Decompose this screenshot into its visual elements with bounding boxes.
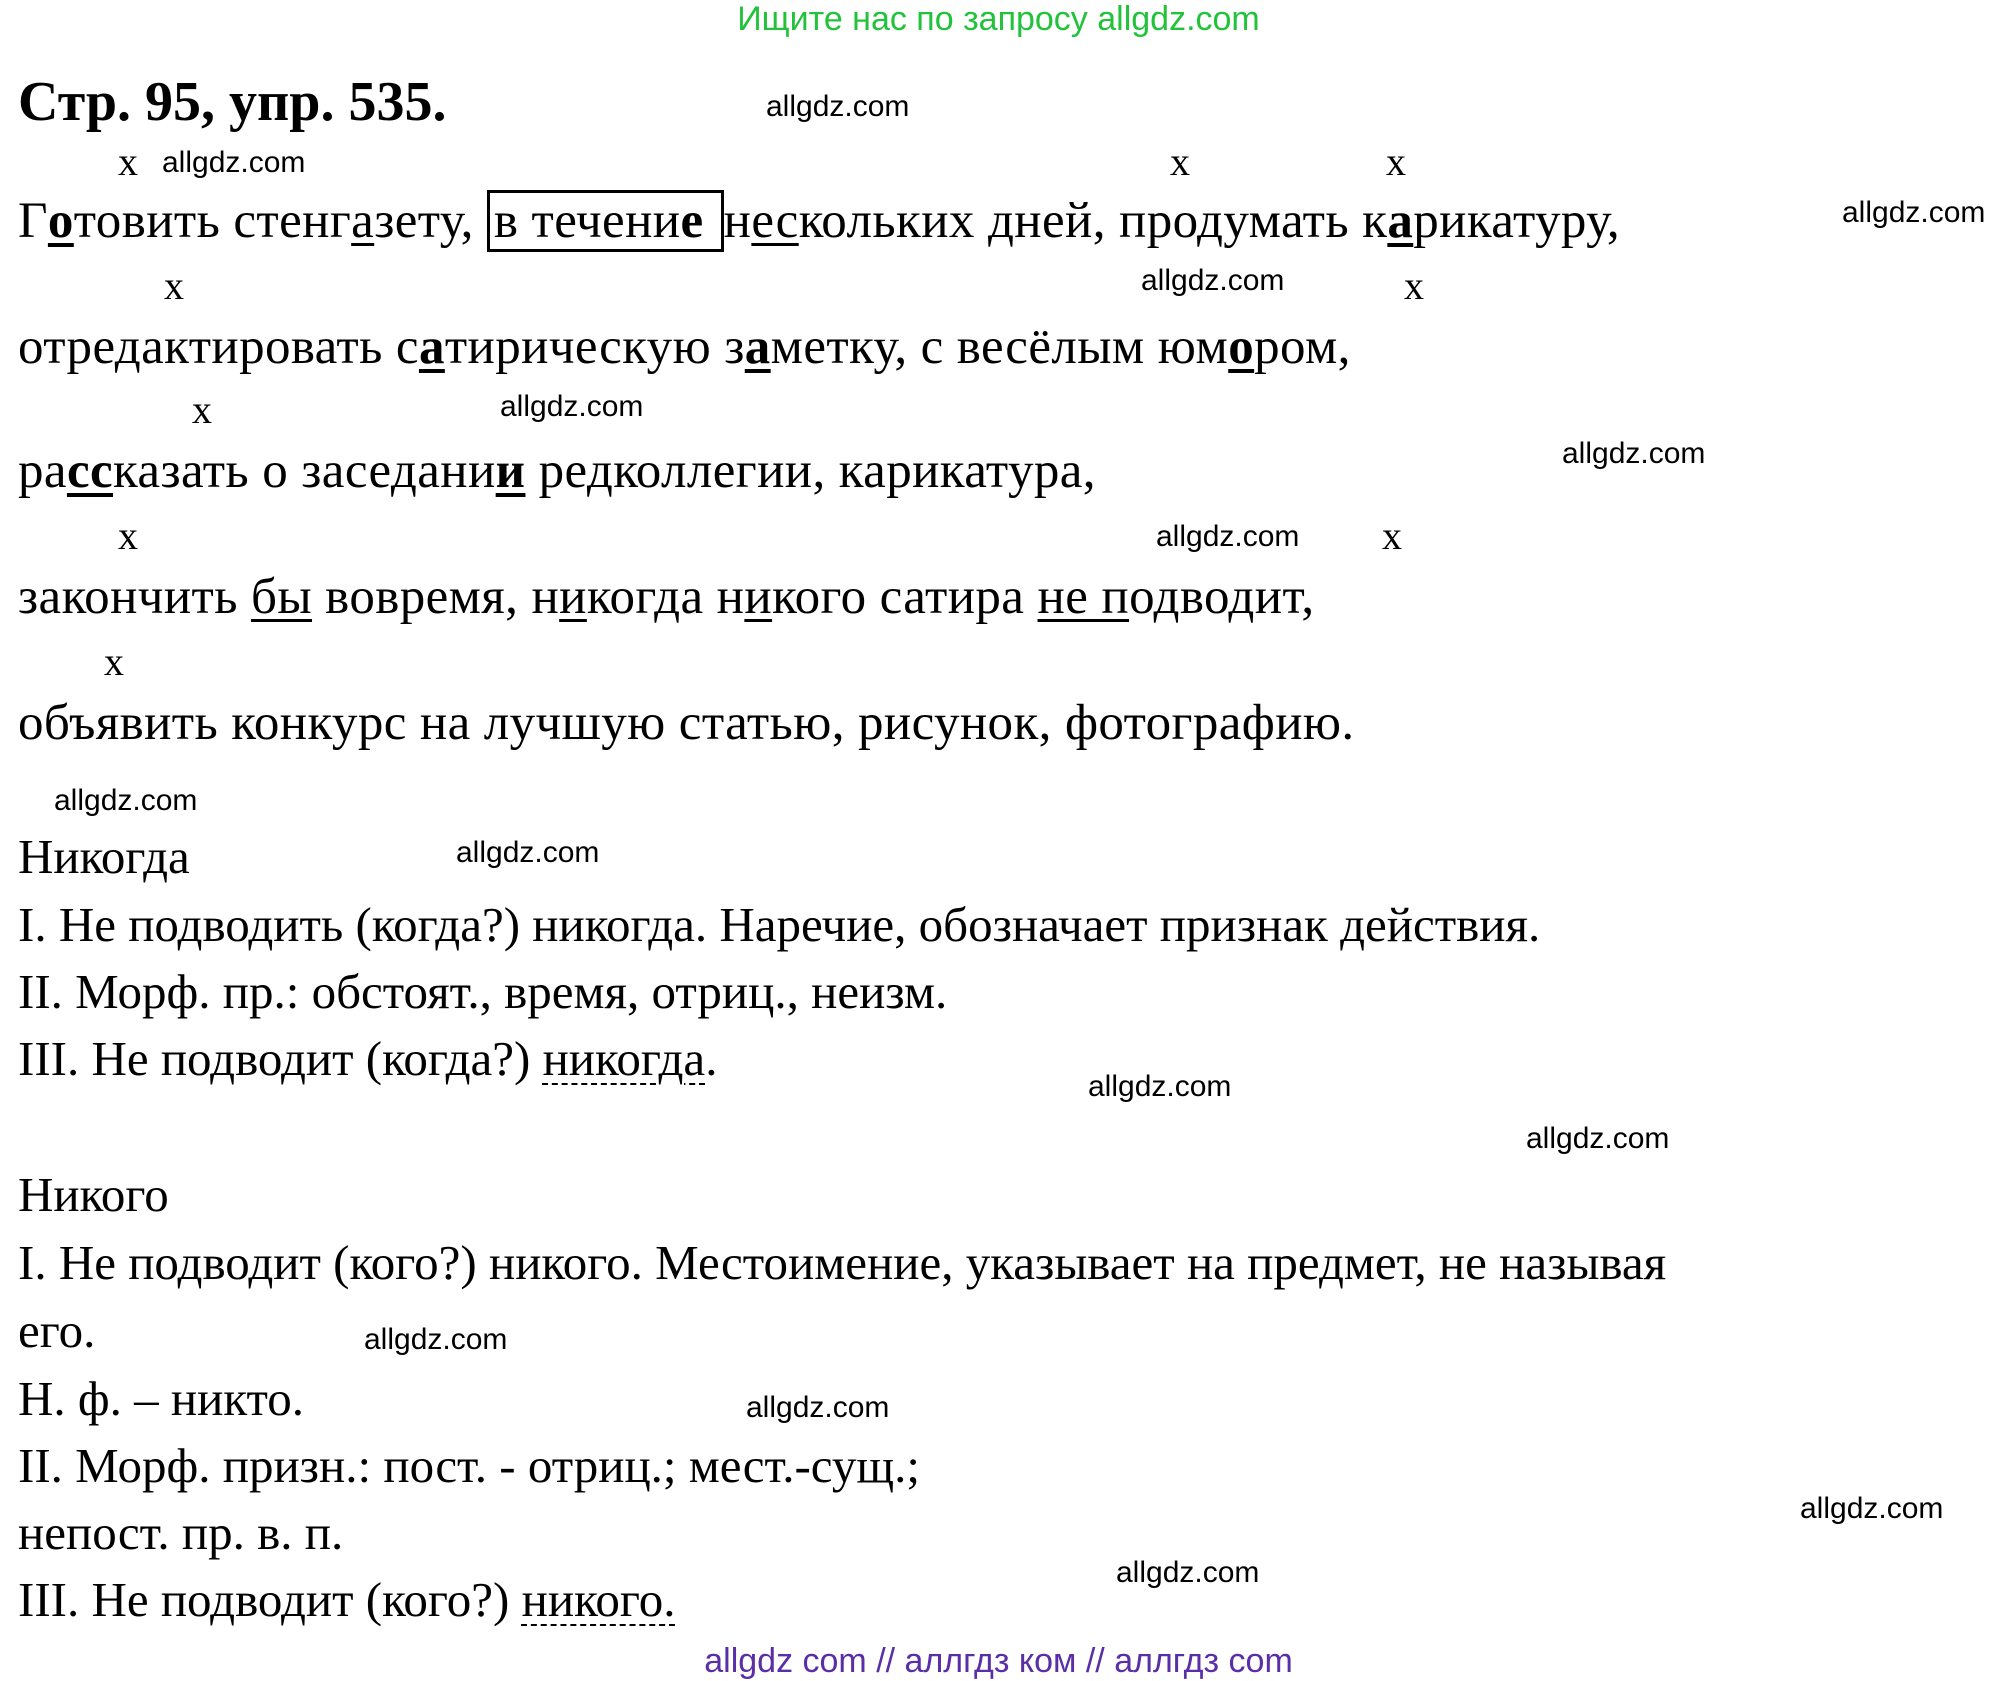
section-paragraph: [18, 1571, 676, 1628]
text: .: [705, 1031, 718, 1086]
marked-letter: а: [418, 319, 445, 375]
exercise-line-2: [18, 318, 1351, 376]
marked-letter: а: [351, 193, 375, 249]
watermark: allgdz.com: [1800, 1492, 1944, 1525]
watermark: allgdz.com: [1141, 264, 1285, 297]
exercise-line-3: [18, 442, 1096, 500]
text: III. Не подводит (когда?): [18, 1031, 543, 1086]
section-paragraph: I. Не подводить (когда?) никогда. Наречие, обозначает признак действия.: [18, 897, 1541, 952]
section-paragraph: Н. ф. – никто.: [18, 1371, 305, 1426]
watermark: allgdz.com: [1156, 520, 1300, 553]
watermark: allgdz.com: [54, 784, 198, 817]
section-paragraph: непост. пр. в. п.: [18, 1505, 344, 1560]
text: рикатуру,: [1413, 193, 1621, 249]
underlined-word: никогда: [542, 1031, 706, 1086]
cross-mark: x: [118, 139, 138, 184]
watermark: allgdz.com: [364, 1323, 508, 1356]
watermark: allgdz.com: [1562, 437, 1706, 470]
marked-particle: не п: [1037, 569, 1130, 625]
watermark: allgdz.com: [1526, 1122, 1670, 1155]
marked-particle: бы: [251, 569, 313, 625]
section-paragraph: [18, 1030, 717, 1087]
marked-letter: о: [47, 193, 74, 249]
section-heading: Никого: [18, 1167, 169, 1222]
watermark: allgdz.com: [1088, 1070, 1232, 1103]
watermark: allgdz.com: [162, 146, 306, 179]
section-paragraph: II. Морф. пр.: обстоят., время, отриц., неизм.: [18, 964, 948, 1019]
underlined-word: никого.: [521, 1572, 676, 1627]
text: тирическую з: [444, 319, 745, 375]
cross-mark: x: [1386, 139, 1406, 184]
section-paragraph: I. Не подводит (кого?) никого. Местоимение, указывает на предмет, не называя: [18, 1235, 1667, 1290]
text: казать о заседани: [113, 443, 496, 499]
footer-watermark: allgdz com // аллгдз ком // аллгдз com: [704, 1642, 1293, 1680]
text: зету,: [374, 193, 487, 249]
text: редколлегии, карикатура,: [525, 443, 1096, 499]
text: ра: [18, 443, 67, 499]
text: когда н: [586, 569, 745, 625]
watermark: allgdz.com: [1842, 196, 1986, 229]
watermark: allgdz.com: [766, 90, 910, 123]
exercise-line-4: [18, 568, 1314, 626]
marked-letter: а: [1387, 193, 1414, 249]
marked-letter: а: [744, 319, 771, 375]
boxed-phrase: [487, 190, 724, 252]
section-heading: Никогда: [18, 829, 190, 884]
boxed-ending: е: [680, 193, 717, 249]
marked-letters: ес: [751, 193, 799, 249]
watermark: allgdz.com: [746, 1391, 890, 1424]
text: одводит,: [1129, 569, 1315, 625]
text: метку, с весёлым юм: [770, 319, 1229, 375]
cross-mark: x: [118, 513, 138, 558]
cross-mark: x: [1404, 263, 1424, 308]
marked-letters: сс: [66, 443, 114, 499]
marked-letter: и: [495, 443, 526, 499]
section-paragraph: его.: [18, 1303, 96, 1358]
marked-letter: и: [744, 569, 773, 625]
exercise-line-1: [18, 192, 1620, 250]
watermark: allgdz.com: [456, 836, 600, 869]
cross-mark: x: [192, 387, 212, 432]
watermark: allgdz.com: [500, 390, 644, 423]
watermark: allgdz.com: [1116, 1556, 1260, 1589]
exercise-line-5: [18, 694, 1355, 752]
text: Г: [18, 193, 48, 249]
boxed-text: в течени: [493, 193, 681, 249]
search-hint-banner: Ищите нас по запросу allgdz.com: [737, 0, 1260, 38]
text: ром,: [1254, 319, 1351, 375]
cross-mark: x: [164, 263, 184, 308]
text: вовремя, н: [312, 569, 560, 625]
marked-letter: о: [1228, 319, 1255, 375]
text: н: [723, 193, 752, 249]
text: товить стенг: [73, 193, 352, 249]
cross-mark: x: [104, 639, 124, 684]
text: объявить конкурс на лучшую статью, рисунок, фотографию.: [18, 695, 1355, 751]
text: кольких дней, продумать к: [798, 193, 1388, 249]
section-paragraph: II. Морф. призн.: пост. - отриц.; мест.-сущ.;: [18, 1438, 921, 1493]
text: закончить: [18, 569, 252, 625]
cross-mark: x: [1170, 139, 1190, 184]
cross-mark: x: [1382, 513, 1402, 558]
text: отредактировать с: [18, 319, 419, 375]
text: кого сатира: [772, 569, 1038, 625]
marked-letter: и: [559, 569, 587, 625]
text: III. Не подводит (кого?): [18, 1572, 522, 1627]
page-title: Стр. 95, упр. 535.: [18, 71, 447, 133]
